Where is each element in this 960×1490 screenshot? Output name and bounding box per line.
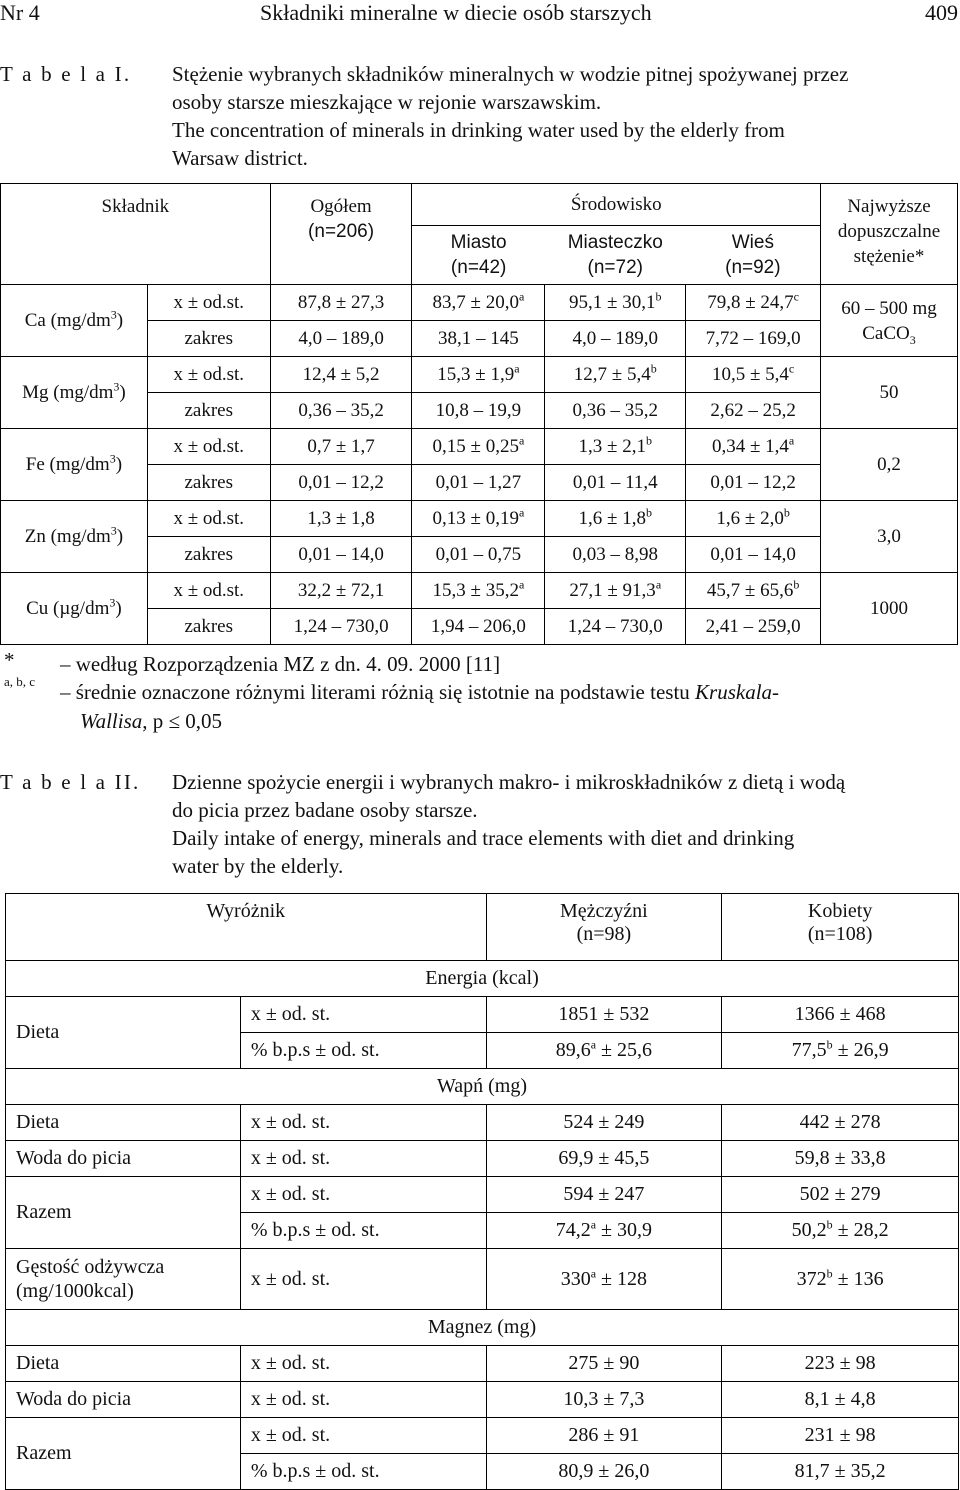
t2-calcium-woda: Woda do picia: [6, 1141, 241, 1177]
cell-ogolem: 0,01 – 14,0: [270, 537, 412, 573]
t2-cell: 524 ± 249: [486, 1105, 722, 1141]
cell-wies: 10,5 ± 5,4$^c$: [686, 357, 821, 393]
table2-caption-en-1: Daily intake of energy, minerals and trace elements with diet and drinking: [172, 826, 795, 850]
cell-max: 3,0: [821, 501, 958, 573]
cell-ogolem: 0,01 – 12,2: [270, 465, 412, 501]
t2-cell: $330^a \pm 128$: [486, 1249, 722, 1310]
t2-stat: x ± od. st.: [240, 1177, 486, 1213]
cell-miasteczko: 1,6 ± 1,8$^b$: [545, 501, 686, 537]
t2-cell: 69,9 ± 45,5: [486, 1141, 722, 1177]
cell-wies: 2,62 – 25,2: [686, 393, 821, 429]
cell-max: 60 – 500 mg CaCO$_3$: [821, 285, 958, 357]
cell-ogolem: 4,0 – 189,0: [270, 321, 412, 357]
cell-ogolem: 1,3 ± 1,8: [270, 501, 412, 537]
stat-label: x ± od.st.: [147, 429, 270, 465]
mineral-name: Cu $(\mu g/dm^3)$: [1, 573, 148, 645]
t2-header-women: Kobiety (n=108): [722, 894, 959, 961]
t2-cell: 286 ± 91: [486, 1418, 722, 1454]
table2-caption-pl-1: Dzienne spożycie energii i wybranych makro- i mikroskładników z dietą i wodą: [172, 770, 846, 794]
header-miasto: Miasto (n=42): [412, 225, 545, 284]
t2-stat: % b.p.s ± od. st.: [240, 1213, 486, 1249]
t2-header-wyroznik: Wyróżnik: [206, 900, 286, 922]
cell-miasteczko: 0,36 – 35,2: [545, 393, 686, 429]
table1-caption-pl-2: osoby starsze mieszkające w rejonie warszawskim.: [172, 90, 602, 114]
table2-caption-en-2: water by the elderly.: [172, 854, 344, 878]
header-skladnik: Składnik: [101, 196, 170, 217]
t2-cell: $372^b \pm 136$: [722, 1249, 959, 1310]
t2-section-magnesium: Magnez (mg): [6, 1310, 959, 1346]
stat-label: zakres: [147, 393, 270, 429]
cell-ogolem: 32,2 ± 72,1: [270, 573, 412, 609]
header-miasteczko: Miasteczko (n=72): [567, 231, 663, 278]
t2-stat: x ± od. st.: [240, 1382, 486, 1418]
table1-caption-pl-1: Stężenie wybranych składników mineralnych w wodzie pitnej spożywanej przez: [172, 62, 849, 86]
note-asterisk-mark: *: [4, 648, 15, 672]
cell-wies: 79,8 ± 24,7$^c$: [686, 285, 821, 321]
t2-calcium-dieta: Dieta: [6, 1105, 241, 1141]
page-number: 409: [925, 0, 958, 25]
t2-calcium-razem: Razem: [6, 1177, 241, 1249]
table1-row-mean: [1, 501, 958, 537]
cell-miasteczko: 27,1 ± 91,3$^a$: [545, 573, 686, 609]
t2-cell: 50,2$^b$ ± 28,2: [722, 1213, 959, 1249]
t2-cell: 231 ± 98: [722, 1418, 959, 1454]
header-srodowisko: Środowisko: [412, 184, 821, 226]
cell-wies: 0,01 – 12,2: [686, 465, 821, 501]
cell-wies: 0,01 – 14,0: [686, 537, 821, 573]
mineral-name: Fe $(mg/dm^3)$: [1, 429, 148, 501]
mineral-name: Mg $(mg/dm^3)$: [1, 357, 148, 429]
t2-energy-dieta: Dieta: [6, 997, 241, 1069]
table1-caption-en-2: Warsaw district.: [172, 146, 308, 170]
cell-wies: 1,6 ± 2,0$^b$: [686, 501, 821, 537]
stat-label: x ± od.st.: [147, 285, 270, 321]
stat-label: x ± od.st.: [147, 501, 270, 537]
table2: [5, 893, 959, 1490]
table2-label: T a b e l a II.: [0, 770, 141, 794]
t2-header-men: Mężczyźni (n=98): [486, 894, 722, 961]
cell-miasteczko: 1,24 – 730,0: [545, 609, 686, 645]
cell-miasto: 15,3 ± 35,2$^a$: [412, 573, 545, 609]
t2-cell: 1851 ± 532: [486, 997, 722, 1033]
t2-stat: % b.p.s ± od. st.: [240, 1454, 486, 1490]
table1-row-mean: [1, 285, 958, 321]
cell-miasto: 0,01 – 1,27: [412, 465, 545, 501]
cell-miasteczko: 0,01 – 11,4: [545, 465, 686, 501]
cell-miasteczko: 12,7 ± 5,4$^b$: [545, 357, 686, 393]
t2-section-energy: Energia (kcal): [6, 961, 959, 997]
table1-caption-en-1: The concentration of minerals in drinking water used by the elderly from: [172, 118, 785, 142]
cell-ogolem: 0,7 ± 1,7: [270, 429, 412, 465]
note-letters-mark: a, b, c: [4, 674, 36, 689]
t2-stat: x ± od. st.: [240, 1418, 486, 1454]
t2-cell: 275 ± 90: [486, 1346, 722, 1382]
cell-miasto: 1,94 – 206,0: [412, 609, 545, 645]
cell-miasto: 0,13 ± 0,19$^a$: [412, 501, 545, 537]
t2-calcium-gestosc: Gęstość odżywcza (mg/1000kcal): [6, 1249, 241, 1310]
t2-cell: 59,8 ± 33,8: [722, 1141, 959, 1177]
t2-stat: x ± od. st.: [240, 997, 486, 1033]
cell-max: 0,2: [821, 429, 958, 501]
cell-miasto: 15,3 ± 1,9$^a$: [412, 357, 545, 393]
t2-cell: 80,9 ± 26,0: [486, 1454, 722, 1490]
t2-cell: 442 ± 278: [722, 1105, 959, 1141]
table1-label: T a b e l a I.: [0, 62, 132, 86]
cell-max: 50: [821, 357, 958, 429]
t2-section-calcium: Wapń (mg): [6, 1069, 959, 1105]
mineral-name: Ca $(mg/dm^3)$: [1, 285, 148, 357]
stat-label: zakres: [147, 321, 270, 357]
cell-max: 1000: [821, 573, 958, 645]
header-ogolem: Ogółem (n=206): [270, 184, 412, 285]
note-letters-text-2: Wallisa, p ≤ 0,05: [80, 709, 223, 733]
note-letters-text: – średnie oznaczone różnymi literami różnią się istotnie na podstawie testu Kruskala-: [60, 680, 780, 704]
cell-miasteczko: 1,3 ± 2,1$^b$: [545, 429, 686, 465]
cell-wies: 7,72 – 169,0: [686, 321, 821, 357]
stat-label: zakres: [147, 537, 270, 573]
mineral-name: Zn $(mg/dm^3)$: [1, 501, 148, 573]
t2-cell: 81,7 ± 35,2: [722, 1454, 959, 1490]
t2-stat: x ± od. st.: [240, 1249, 486, 1310]
header-max: Najwyższe dopuszczalne stężenie*: [821, 184, 958, 285]
t2-cell: 89,6$^a$ ± 25,6: [486, 1033, 722, 1069]
cell-wies: 0,34 ± 1,4$^a$: [686, 429, 821, 465]
cell-miasto: 38,1 – 145: [412, 321, 545, 357]
table2-caption-pl-2: do picia przez badane osoby starsze.: [172, 798, 478, 822]
t2-cell: 594 ± 247: [486, 1177, 722, 1213]
t2-stat: x ± od. st.: [240, 1141, 486, 1177]
cell-miasteczko: 95,1 ± 30,1$^b$: [545, 285, 686, 321]
t2-cell: 8,1 ± 4,8: [722, 1382, 959, 1418]
cell-miasto: 0,01 – 0,75: [412, 537, 545, 573]
running-header-issue: Nr 4: [0, 0, 40, 25]
t2-stat: % b.p.s ± od. st.: [240, 1033, 486, 1069]
t2-cell: 10,3 ± 7,3: [486, 1382, 722, 1418]
t2-magnesium-dieta: Dieta: [6, 1346, 241, 1382]
cell-miasto: 0,15 ± 0,25$^a$: [412, 429, 545, 465]
cell-miasto: 10,8 – 19,9: [412, 393, 545, 429]
t2-stat: x ± od. st.: [240, 1105, 486, 1141]
t2-magnesium-woda: Woda do picia: [6, 1382, 241, 1418]
running-header-title: Składniki mineralne w diecie osób starszych: [260, 0, 652, 25]
t2-cell: 1366 ± 468: [722, 997, 959, 1033]
t2-magnesium-razem: Razem: [6, 1418, 241, 1490]
stat-label: x ± od.st.: [147, 357, 270, 393]
t2-stat: x ± od. st.: [240, 1346, 486, 1382]
table1-row-mean: [1, 357, 958, 393]
stat-label: x ± od.st.: [147, 573, 270, 609]
note-asterisk-text: – według Rozporządzenia MZ z dn. 4. 09. 2000 [11]: [60, 652, 501, 676]
stat-label: zakres: [147, 465, 270, 501]
cell-ogolem: 12,4 ± 5,2: [270, 357, 412, 393]
cell-ogolem: 87,8 ± 27,3: [270, 285, 412, 321]
cell-miasto: 83,7 ± 20,0$^a$: [412, 285, 545, 321]
cell-miasteczko: 4,0 – 189,0: [545, 321, 686, 357]
t2-cell: 223 ± 98: [722, 1346, 959, 1382]
table1-row-mean: [1, 429, 958, 465]
cell-ogolem: 1,24 – 730,0: [270, 609, 412, 645]
cell-ogolem: 0,36 – 35,2: [270, 393, 412, 429]
t2-cell: 502 ± 279: [722, 1177, 959, 1213]
stat-label: zakres: [147, 609, 270, 645]
header-wies: Wieś (n=92): [725, 231, 781, 278]
t2-cell: 77,5$^b$ ± 26,9: [722, 1033, 959, 1069]
t2-cell: 74,2$^a$ ± 30,9: [486, 1213, 722, 1249]
cell-wies: 2,41 – 259,0: [686, 609, 821, 645]
cell-miasteczko: 0,03 – 8,98: [545, 537, 686, 573]
cell-wies: 45,7 ± 65,6$^b$: [686, 573, 821, 609]
table1: [0, 183, 958, 645]
table1-row-mean: [1, 573, 958, 609]
